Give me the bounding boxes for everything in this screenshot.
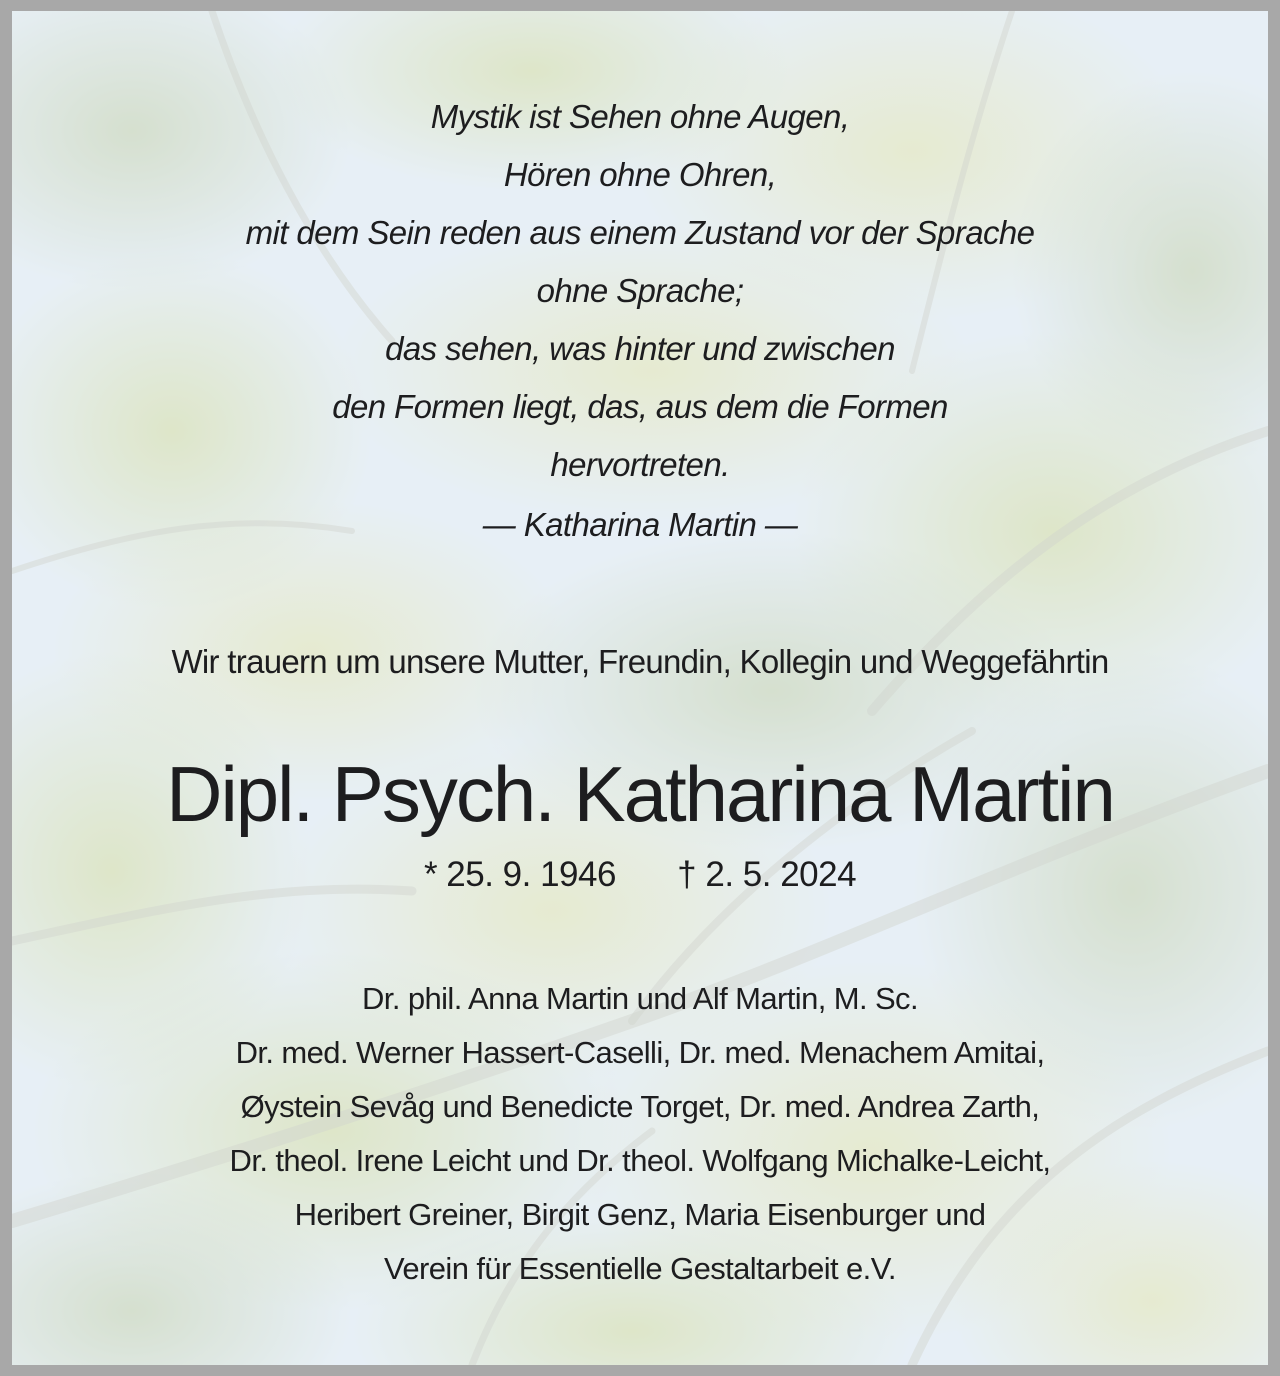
mourners-list (12, 972, 1268, 1296)
obituary-notice (12, 11, 1268, 1365)
poem (12, 88, 1268, 494)
birth-date: * 25. 9. 1946 (423, 855, 616, 894)
poem-line: Mystik ist Sehen ohne Augen, (430, 98, 850, 135)
poem-line: ohne Sprache; (536, 272, 744, 309)
death-date: † 2. 5. 2024 (677, 855, 857, 894)
mourning-intro: Wir trauern um unsere Mutter, Freundin, Kollegin und Weggefährtin (171, 643, 1109, 680)
poem-attribution: — Katharina Martin — (482, 506, 798, 543)
mourner-line: Dr. phil. Anna Martin und Alf Martin, M. Sc. (362, 981, 918, 1016)
poem-line: mit dem Sein reden aus einem Zustand vor der Sprache (245, 214, 1035, 251)
poem-line: das sehen, was hinter und zwischen (385, 330, 895, 367)
mourner-line: Heribert Greiner, Birgit Genz, Maria Eisenburger und (294, 1197, 986, 1232)
life-dates (12, 853, 1268, 897)
mourner-line: Dr. med. Werner Hassert-Caselli, Dr. med. Menachem Amitai, (235, 1035, 1045, 1070)
poem-line: Hören ohne Ohren, (503, 156, 777, 193)
deceased-name: Dipl. Psych. Katharina Martin (166, 750, 1114, 838)
mourner-line: Verein für Essentielle Gestaltarbeit e.V. (384, 1251, 896, 1286)
poem-line: den Formen liegt, das, aus dem die Formen (332, 388, 948, 425)
poem-line: hervortreten. (550, 446, 730, 483)
notice-content (12, 11, 1268, 1365)
mourner-line: Øystein Sevåg und Benedicte Torget, Dr. med. Andrea Zarth, (240, 1089, 1040, 1124)
mourner-line: Dr. theol. Irene Leicht und Dr. theol. Wolfgang Michalke-Leicht, (229, 1143, 1051, 1178)
